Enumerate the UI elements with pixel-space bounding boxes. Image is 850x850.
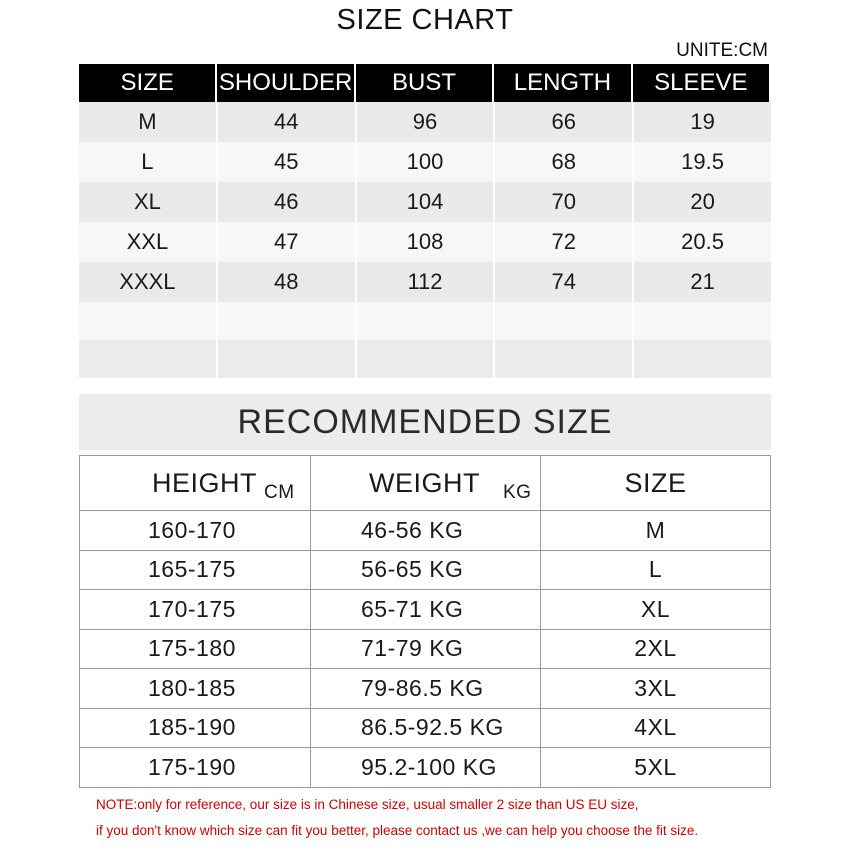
note-line-2: if you don't know which size can fit you better, please contact us ,we can help you choose the fit size. [96,823,699,838]
table-cell: 45 [218,142,357,182]
weight-cell: 56-65 KG [311,551,541,590]
table-cell: 96 [357,102,496,142]
empty-cell [218,340,357,378]
header-weight [311,456,541,510]
table-row [79,182,771,222]
recommended-size-table [79,455,771,788]
table-cell: 44 [218,102,357,142]
header-sleeve: SLEEVE [633,64,771,102]
size-cell: L [648,556,663,583]
table-cell: 74 [495,262,634,302]
table-row [80,708,770,748]
header-size: SIZE [624,467,687,498]
table-cell: XL [79,182,218,222]
height-cell: 175-180 [80,630,311,669]
table-cell: 104 [357,182,496,222]
table-cell: 48 [218,262,357,302]
table-cell: 21 [634,262,771,302]
table-cell: XXL [79,222,218,262]
table-cell: 20.5 [634,222,771,262]
table-cell: L [79,142,218,182]
height-cell: 175-190 [80,748,311,787]
table-row [80,550,770,590]
height-cell: 160-170 [80,511,311,550]
empty-cell [79,302,218,340]
table-row [79,102,771,142]
recommended-size-title: RECOMMENDED SIZE [79,394,771,450]
empty-cell [357,340,496,378]
empty-cell [634,340,771,378]
empty-cell [79,340,218,378]
header-size: SIZE [79,64,217,102]
weight-cell: 95.2-100 KG [311,748,541,787]
weight-cell: 65-71 KG [311,590,541,629]
table-cell: 108 [357,222,496,262]
table-row [80,589,770,629]
table-cell: 46 [218,182,357,222]
weight-cell: 86.5-92.5 KG [311,709,541,748]
size-cell: 4XL [634,714,677,741]
height-cell: 180-185 [80,669,311,708]
size-cell: 2XL [634,635,677,662]
table-cell: 100 [357,142,496,182]
table-row [80,747,770,787]
table-cell: 70 [495,182,634,222]
empty-row [79,302,771,340]
header-weight-unit: KG [503,482,532,503]
table-row [79,262,771,302]
height-cell: 170-175 [80,590,311,629]
unit-label: UNITE:CM [676,40,768,61]
height-cell: 185-190 [80,709,311,748]
empty-cell [495,340,634,378]
size-chart-header-row [79,64,771,102]
size-chart-table [79,64,771,378]
size-cell: M [645,516,666,543]
empty-row [79,340,771,378]
header-length: LENGTH [494,64,632,102]
table-cell: M [79,102,218,142]
empty-cell [218,302,357,340]
height-cell: 165-175 [80,551,311,590]
table-row [80,629,770,669]
header-height [80,456,311,510]
weight-cell: 71-79 KG [311,630,541,669]
header-weight-label: WEIGHT [369,467,480,498]
table-cell: XXXL [79,262,218,302]
table-cell: 66 [495,102,634,142]
empty-cell [634,302,771,340]
table-cell: 68 [495,142,634,182]
table-row [79,142,771,182]
size-cell: XL [640,595,671,622]
table-cell: 20 [634,182,771,222]
header-shoulder: SHOULDER [217,64,355,102]
table-row [80,668,770,708]
empty-cell [495,302,634,340]
header-height-label: HEIGHT [152,467,258,498]
size-cell: 3XL [634,674,677,701]
table-cell: 19 [634,102,771,142]
table-cell: 47 [218,222,357,262]
header-bust: BUST [356,64,494,102]
table-row [80,510,770,550]
page-title: SIZE CHART [336,4,514,36]
header-height-unit: CM [264,482,295,503]
size-cell: 5XL [634,753,677,780]
table-cell: 112 [357,262,496,302]
weight-cell: 79-86.5 KG [311,669,541,708]
weight-cell: 46-56 KG [311,511,541,550]
recommended-header-row [80,456,770,510]
table-row [79,222,771,262]
note-line-1: NOTE:only for reference, our size is in Chinese size, usual smaller 2 size than US EU size, [96,797,639,812]
empty-cell [357,302,496,340]
table-cell: 72 [495,222,634,262]
table-cell: 19.5 [634,142,771,182]
